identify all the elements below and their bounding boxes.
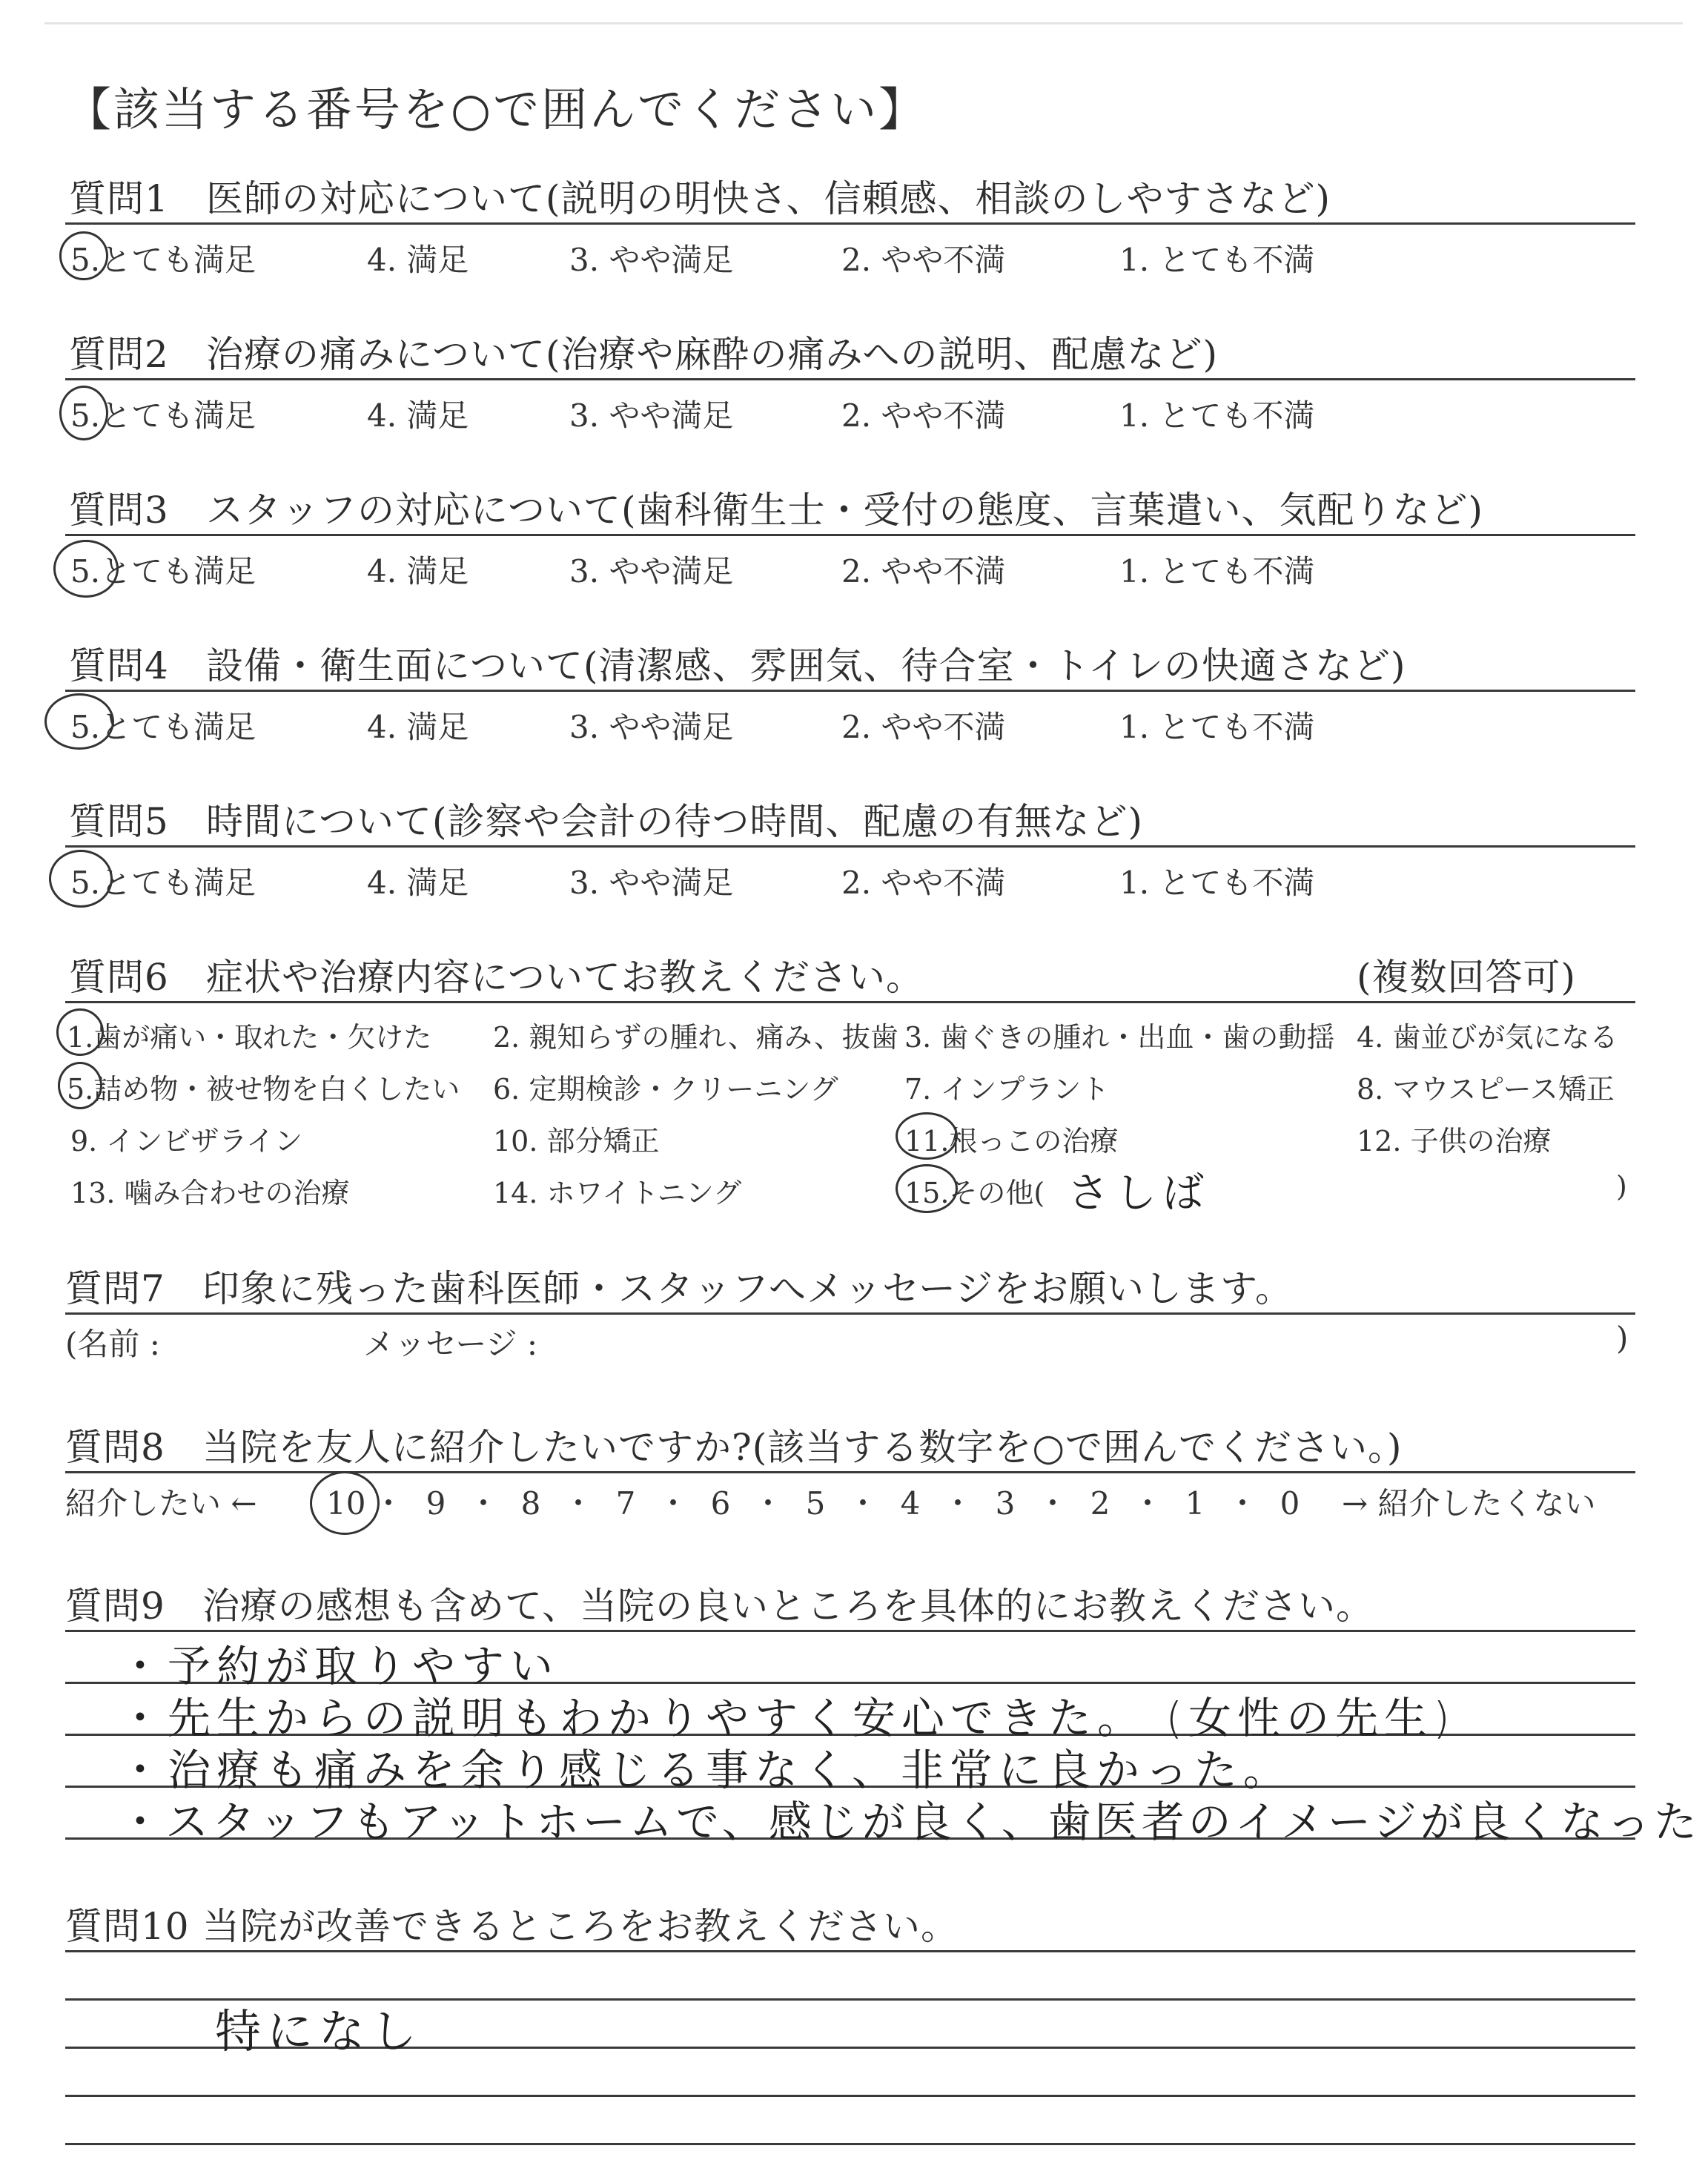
rule-line xyxy=(65,1312,1635,1315)
rule-line xyxy=(65,2143,1635,2145)
question-3 xyxy=(69,480,1483,534)
question-5 xyxy=(69,792,1143,845)
question-number: 質問1 xyxy=(69,177,169,220)
q6-item-11[interactable]: 11.根っこの治療 xyxy=(904,1125,1119,1157)
question-text: 治療の感想も含めて、当院の良いところを具体的にお教えください。 xyxy=(202,1585,1374,1628)
q5-option-1[interactable]: 1. とても不満 xyxy=(1119,865,1315,901)
scale-option-7[interactable]: 7 xyxy=(615,1485,636,1522)
scale-option-6[interactable]: 6 xyxy=(710,1485,731,1522)
q4-option-5[interactable]: 5.とても満足 xyxy=(70,709,256,745)
scale-separator: ・ xyxy=(752,1485,784,1522)
rule-line xyxy=(65,378,1635,380)
q2-option-1[interactable]: 1. とても不満 xyxy=(1119,397,1315,434)
question-text: 治療の痛みについて(治療や麻酔の痛みへの説明、配慮など) xyxy=(206,333,1219,376)
question-number: 質問3 xyxy=(69,489,169,532)
q6-item-8[interactable]: 8. マウスピース矯正 xyxy=(1357,1073,1615,1106)
scale-option-9[interactable]: 9 xyxy=(426,1485,446,1522)
q6-item-5-circle xyxy=(58,1062,102,1109)
question-text: スタッフの対応について(歯科衛生士・受付の態度、言葉遣い、気配りなど) xyxy=(206,489,1484,532)
scale-separator: ・ xyxy=(562,1485,594,1522)
rule-line xyxy=(65,534,1635,536)
q3-option-5[interactable]: 5.とても満足 xyxy=(70,553,256,589)
scale-option-3[interactable]: 3 xyxy=(995,1485,1016,1522)
question-text: 医師の対応について(説明の明快さ、信頼感、相談のしやすさなど) xyxy=(206,177,1331,220)
rule-line xyxy=(65,1950,1635,1952)
question-number: 質問8 xyxy=(65,1426,165,1469)
question-number: 質問9 xyxy=(65,1585,165,1628)
q9-answer-4: ・スタッフもアットホームで、感じが良く、歯医者のイメージが良くなった xyxy=(119,1797,1701,1847)
scale-separator: ・ xyxy=(467,1485,499,1522)
q6-other-close-paren: ) xyxy=(1616,1170,1627,1203)
q8-left-label: 紹介したい ← xyxy=(65,1485,257,1522)
question-number: 質問7 xyxy=(65,1267,165,1310)
q6-item-3[interactable]: 3. 歯ぐきの腫れ・出血・歯の動揺 xyxy=(904,1021,1335,1054)
question-text: 設備・衛生面について(清潔感、雰囲気、待合室・トイレの快適さなど) xyxy=(206,644,1406,687)
instruction-header: 【該当する番号を○で囲んでください】 xyxy=(65,82,927,136)
q4-option-1[interactable]: 1. とても不満 xyxy=(1119,709,1315,745)
scale-option-1[interactable]: 1 xyxy=(1185,1485,1205,1522)
q4-option-3[interactable]: 3. やや満足 xyxy=(569,709,734,745)
scale-separator: ・ xyxy=(372,1485,404,1522)
question-number: 質問4 xyxy=(69,644,169,687)
q2-option-3[interactable]: 3. やや満足 xyxy=(569,397,734,434)
question-text: 症状や治療内容についてお教えください。 xyxy=(206,956,924,999)
q8-right-label: → 紹介したくない xyxy=(1342,1485,1596,1522)
q7-close-paren: ) xyxy=(1616,1320,1629,1356)
scale-option-10[interactable]: 10 xyxy=(326,1485,366,1522)
question-number: 質問5 xyxy=(69,800,169,843)
top-edge-line xyxy=(44,22,1683,24)
question-text: 当院を友人に紹介したいですか?(該当する数字を○で囲んでください。) xyxy=(202,1426,1403,1469)
q6-item-11-circle xyxy=(896,1112,958,1160)
q1-option-2[interactable]: 2. やや不満 xyxy=(841,242,1006,278)
q4-option-2[interactable]: 2. やや不満 xyxy=(841,709,1006,745)
question-10 xyxy=(65,1897,959,1950)
q6-item-4[interactable]: 4. 歯並びが気になる xyxy=(1357,1021,1618,1054)
question-6 xyxy=(69,948,924,1001)
scale-option-0[interactable]: 0 xyxy=(1280,1485,1300,1522)
question-text: 時間について(診察や会計の待つ時間、配慮の有無など) xyxy=(206,800,1144,843)
scale-separator: ・ xyxy=(941,1485,973,1522)
rule-line xyxy=(65,690,1635,692)
rule-line xyxy=(65,2095,1635,2097)
scale-option-5[interactable]: 5 xyxy=(805,1485,826,1522)
q2-option-2[interactable]: 2. やや不満 xyxy=(841,397,1006,434)
question-number: 質問2 xyxy=(69,333,169,376)
q6-item-1[interactable]: 1.歯が痛い・取れた・欠けた xyxy=(67,1021,432,1054)
question-text: 印象に残った歯科医師・スタッフへメッセージをお願いします。 xyxy=(202,1267,1293,1310)
q6-item-15-circle xyxy=(896,1164,958,1213)
q1-selection-circle xyxy=(59,231,108,280)
question-text: 当院が改善できるところをお教えください。 xyxy=(202,1905,959,1948)
q5-selection-circle xyxy=(49,850,113,908)
q3-option-2[interactable]: 2. やや不満 xyxy=(841,553,1006,589)
question-1 xyxy=(69,169,1331,222)
q1-option-1[interactable]: 1. とても不満 xyxy=(1119,242,1315,278)
scale-option-4[interactable]: 4 xyxy=(900,1485,921,1522)
q2-selection-circle xyxy=(59,386,108,440)
question-8 xyxy=(65,1418,1402,1471)
scale-separator: ・ xyxy=(657,1485,689,1522)
q1-option-4[interactable]: 4. 満足 xyxy=(367,242,469,278)
q8-scale xyxy=(326,1479,1305,1524)
rule-line xyxy=(65,222,1635,225)
scale-separator: ・ xyxy=(1131,1485,1163,1522)
q9-answer-3: ・治療も痛みを余り感じる事なく、非常に良かった。 xyxy=(119,1745,1292,1795)
multiple-answers-note: (複数回答可) xyxy=(1357,956,1577,999)
rule-line xyxy=(65,845,1635,848)
q1-option-5[interactable]: 5.とても満足 xyxy=(70,242,256,278)
question-number: 質問6 xyxy=(69,956,169,999)
q6-other-handwritten: さしば xyxy=(1068,1169,1210,1218)
q4-selection-circle xyxy=(44,693,114,750)
q10-answer: 特になし xyxy=(215,2004,423,2058)
q6-item-6[interactable]: 6. 定期検診・クリーニング xyxy=(493,1073,838,1106)
q9-answer-2: ・先生からの説明もわかりやすく安心できた。 (女性の先生) xyxy=(119,1693,1456,1743)
q6-item-5[interactable]: 5.詰め物・被せ物を白くしたい xyxy=(67,1073,460,1106)
question-4 xyxy=(69,636,1406,690)
rule-line xyxy=(65,1471,1635,1473)
q7-name-label: (名前 : xyxy=(65,1326,160,1362)
scale-separator: ・ xyxy=(1226,1485,1258,1522)
q6-item-10[interactable]: 10. 部分矯正 xyxy=(493,1125,660,1157)
q6-item-7[interactable]: 7. インプラント xyxy=(904,1073,1110,1106)
q6-item-15[interactable]: 15.その他( xyxy=(904,1177,1045,1209)
q9-answer-1: ・予約が取りやすい xyxy=(119,1641,560,1691)
q7-message-label: メッセージ : xyxy=(363,1326,537,1362)
q5-option-5[interactable]: 5.とても満足 xyxy=(70,865,256,901)
q2-option-4[interactable]: 4. 満足 xyxy=(367,397,469,434)
q6-item-12[interactable]: 12. 子供の治療 xyxy=(1357,1125,1552,1157)
question-number: 質問10 xyxy=(65,1905,190,1948)
q2-option-5[interactable]: 5.とても満足 xyxy=(70,397,256,434)
q6-item-13[interactable]: 13. 噛み合わせの治療 xyxy=(70,1177,350,1209)
scale-option-2[interactable]: 2 xyxy=(1090,1485,1110,1522)
q6-item-14[interactable]: 14. ホワイトニング xyxy=(493,1177,742,1209)
q5-option-4[interactable]: 4. 満足 xyxy=(367,865,469,901)
scale-separator: ・ xyxy=(1036,1485,1068,1522)
q3-option-4[interactable]: 4. 満足 xyxy=(367,553,469,589)
question-2 xyxy=(69,325,1218,378)
question-9 xyxy=(65,1576,1374,1630)
q5-option-3[interactable]: 3. やや満足 xyxy=(569,865,734,901)
q5-option-2[interactable]: 2. やや不満 xyxy=(841,865,1006,901)
scale-separator: ・ xyxy=(847,1485,878,1522)
q3-selection-circle xyxy=(53,540,119,598)
q3-option-3[interactable]: 3. やや満足 xyxy=(569,553,734,589)
q4-option-4[interactable]: 4. 満足 xyxy=(367,709,469,745)
q1-option-3[interactable]: 3. やや満足 xyxy=(569,242,734,278)
question-7 xyxy=(65,1259,1293,1312)
q6-item-9[interactable]: 9. インビザライン xyxy=(70,1125,303,1157)
scale-option-8[interactable]: 8 xyxy=(520,1485,541,1522)
q8-selection-circle xyxy=(310,1471,380,1535)
q3-option-1[interactable]: 1. とても不満 xyxy=(1119,553,1315,589)
q6-item-1-circle xyxy=(56,1008,104,1056)
q6-item-2[interactable]: 2. 親知らずの腫れ、痛み、抜歯 xyxy=(493,1021,898,1054)
rule-line xyxy=(65,1001,1635,1003)
